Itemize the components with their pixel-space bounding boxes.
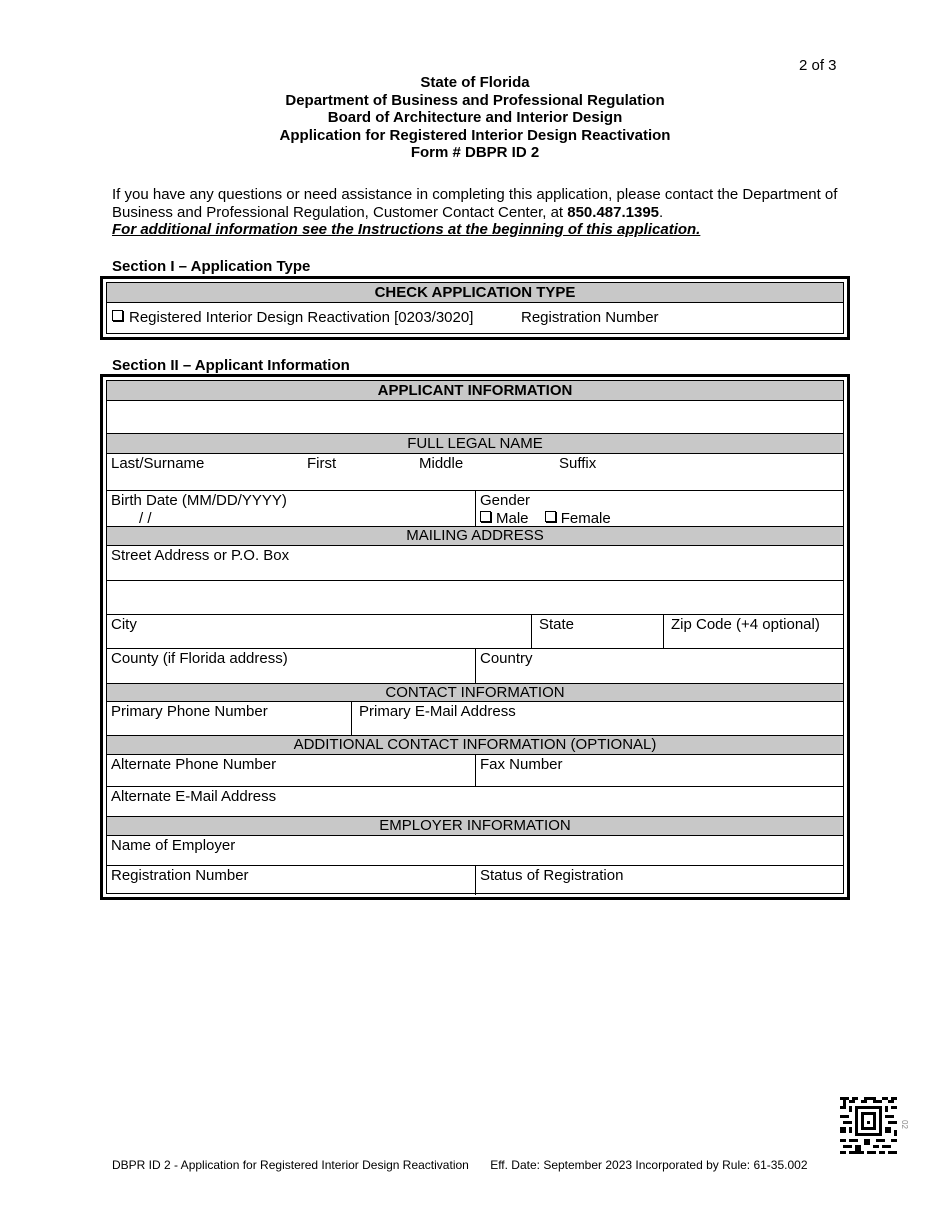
page-number: 2 of 3 bbox=[799, 57, 837, 74]
reactivation-option[interactable] bbox=[107, 303, 477, 332]
employer-name-label: Name of Employer bbox=[111, 837, 236, 854]
fax-number-field[interactable] bbox=[475, 755, 843, 786]
male-label: Male bbox=[496, 510, 529, 527]
county-label: County (if Florida address) bbox=[111, 650, 288, 667]
employer-information-header: EMPLOYER INFORMATION bbox=[107, 817, 843, 836]
contact-information-header: CONTACT INFORMATION bbox=[107, 684, 843, 702]
birth-date-field[interactable] bbox=[107, 491, 475, 526]
fax-number-label: Fax Number bbox=[480, 756, 563, 773]
header-department: Department of Business and Professional Regulation bbox=[285, 91, 665, 109]
zip-code-label: Zip Code (+4 optional) bbox=[671, 616, 820, 633]
country-label: Country bbox=[480, 650, 533, 667]
last-name-label: Last/Surname bbox=[111, 455, 205, 472]
alternate-contact-row bbox=[107, 755, 843, 787]
footer bbox=[112, 1158, 808, 1172]
check-application-type-header: CHECK APPLICATION TYPE bbox=[107, 283, 843, 303]
section1-title: Section I – Application Type bbox=[112, 258, 311, 275]
contact-phone: 850.487.1395 bbox=[567, 203, 660, 221]
applicant-information-box bbox=[100, 374, 850, 900]
primary-phone-field[interactable] bbox=[107, 702, 351, 735]
checkbox-icon[interactable] bbox=[112, 310, 123, 321]
first-name-field[interactable] bbox=[303, 454, 340, 490]
applicant-information-header: APPLICANT INFORMATION bbox=[107, 381, 843, 401]
header-application-title: Application for Registered Interior Design Reactivation bbox=[279, 126, 671, 144]
intro-text: If you have any questions or need assistance in completing this application, please contact the Department of Business and Professional Regulation, Customer Contact Center, at bbox=[112, 186, 838, 221]
registration-row bbox=[107, 866, 843, 895]
last-name-field[interactable] bbox=[107, 454, 208, 490]
intro-period: . bbox=[659, 203, 664, 221]
female-label: Female bbox=[560, 510, 611, 527]
county-field[interactable] bbox=[107, 649, 475, 683]
birth-gender-row bbox=[107, 491, 843, 527]
registration-number-field[interactable] bbox=[517, 303, 663, 332]
qr-code-icon bbox=[840, 1097, 897, 1154]
status-of-registration-label: Status of Registration bbox=[480, 867, 624, 884]
gender-label: Gender bbox=[480, 492, 531, 509]
mailing-address-header: MAILING ADDRESS bbox=[107, 527, 843, 546]
street-address-line2[interactable] bbox=[107, 581, 843, 615]
middle-name-label: Middle bbox=[419, 455, 464, 472]
female-checkbox-icon[interactable] bbox=[545, 511, 556, 522]
zip-code-field[interactable] bbox=[663, 615, 843, 648]
primary-contact-row bbox=[107, 702, 843, 736]
footer-effective-date: Eff. Date: September 2023 Incorporated by Rule: 61-35.002 bbox=[490, 1158, 808, 1172]
section2-title: Section II – Applicant Information bbox=[112, 357, 350, 374]
application-type-box bbox=[100, 276, 850, 340]
additional-contact-header: ADDITIONAL CONTACT INFORMATION (OPTIONAL) bbox=[107, 736, 843, 755]
gender-field bbox=[475, 491, 843, 526]
alternate-email-label: Alternate E-Mail Address bbox=[111, 788, 277, 805]
footer-form-title: DBPR ID 2 - Application for Registered Interior Design Reactivation bbox=[112, 1158, 469, 1172]
intro-paragraph bbox=[112, 186, 842, 239]
alternate-phone-field[interactable] bbox=[107, 755, 475, 786]
state-field[interactable] bbox=[531, 615, 663, 648]
primary-email-label: Primary E-Mail Address bbox=[359, 703, 516, 720]
employer-registration-number-field[interactable] bbox=[107, 866, 475, 895]
primary-phone-label: Primary Phone Number bbox=[111, 703, 268, 720]
registration-number-label: Registration Number bbox=[521, 309, 659, 326]
instructions-note: For additional information see the Instructions at the beginning of this application. bbox=[112, 221, 701, 238]
male-checkbox-icon[interactable] bbox=[480, 511, 491, 522]
city-state-zip-row bbox=[107, 615, 843, 649]
city-label: City bbox=[111, 616, 137, 633]
birth-date-label: Birth Date (MM/DD/YYYY) bbox=[111, 492, 287, 509]
birth-date-slashes: / / bbox=[139, 510, 152, 527]
suffix-field[interactable] bbox=[555, 454, 600, 490]
header-state: State of Florida bbox=[420, 74, 530, 91]
first-name-label: First bbox=[307, 455, 337, 472]
primary-email-field[interactable] bbox=[351, 702, 843, 735]
form-header bbox=[100, 74, 850, 162]
state-label: State bbox=[539, 616, 575, 633]
employer-name-field[interactable] bbox=[107, 836, 843, 866]
middle-name-field[interactable] bbox=[415, 454, 467, 490]
employer-registration-number-label: Registration Number bbox=[111, 867, 249, 884]
status-of-registration-field[interactable] bbox=[475, 866, 843, 895]
country-field[interactable] bbox=[475, 649, 843, 683]
suffix-label: Suffix bbox=[559, 455, 597, 472]
street-address-label: Street Address or P.O. Box bbox=[111, 547, 290, 564]
county-country-row bbox=[107, 649, 843, 684]
name-row bbox=[107, 454, 843, 491]
city-field[interactable] bbox=[107, 615, 531, 648]
alternate-phone-label: Alternate Phone Number bbox=[111, 756, 277, 773]
applicant-blank-row[interactable] bbox=[107, 401, 843, 434]
street-address-field[interactable] bbox=[107, 546, 843, 581]
full-legal-name-header: FULL LEGAL NAME bbox=[107, 434, 843, 454]
application-type-row bbox=[107, 303, 843, 332]
reactivation-option-label: Registered Interior Design Reactivation [0203/3020] bbox=[129, 309, 474, 326]
qr-code-label: 02 bbox=[899, 1120, 909, 1129]
alternate-email-field[interactable] bbox=[107, 787, 843, 817]
header-form-number: Form # DBPR ID 2 bbox=[410, 144, 540, 161]
header-board: Board of Architecture and Interior Design bbox=[327, 109, 623, 126]
